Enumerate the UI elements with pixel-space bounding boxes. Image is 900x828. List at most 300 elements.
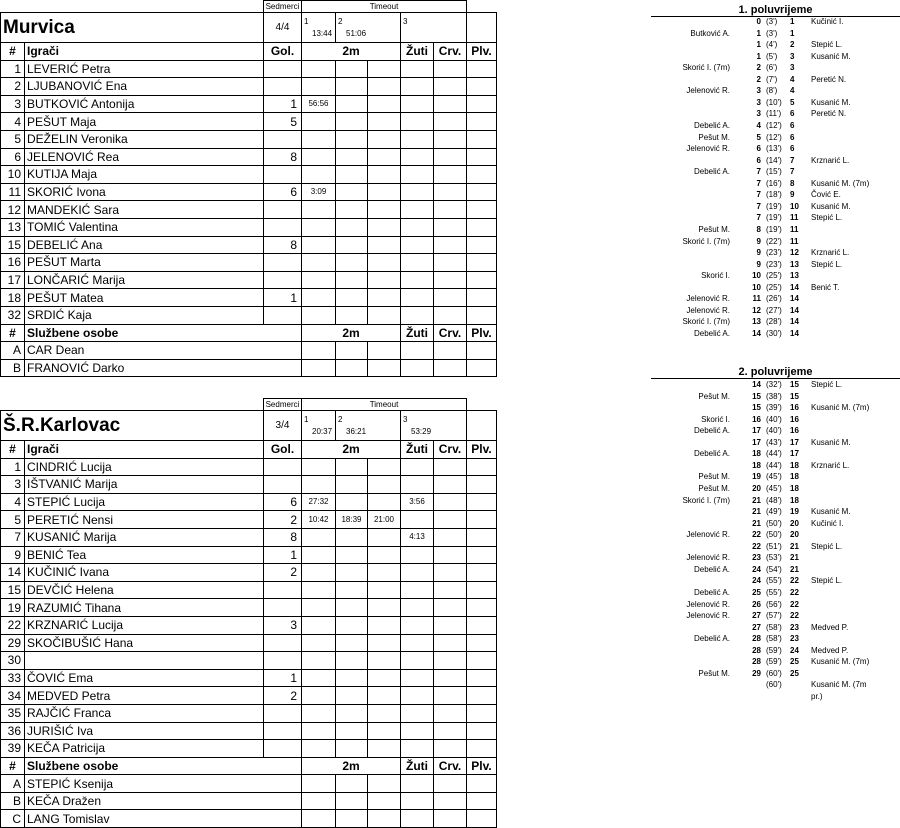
event-minute: (23') <box>766 259 782 269</box>
player-name: LONČARIĆ Marija <box>25 271 264 289</box>
suspension-2 <box>336 581 368 599</box>
away-score: 6 <box>790 144 795 154</box>
suspension-2 <box>336 113 368 131</box>
event-minute: (50') <box>766 518 782 528</box>
blue-card <box>467 704 497 722</box>
suspension-2 <box>336 740 368 758</box>
event-minute: (19') <box>766 201 782 211</box>
yellow-card <box>401 359 434 377</box>
suspension-2 <box>336 95 368 113</box>
timeout-index: 2 <box>338 17 343 26</box>
away-score: 2 <box>790 40 795 50</box>
player-number: 10 <box>1 166 25 184</box>
home-score: 5 <box>756 132 761 142</box>
red-card <box>434 306 467 324</box>
team-name: Murvica <box>1 13 264 43</box>
timeout-3 <box>401 411 467 441</box>
player-goals: 5 <box>264 113 302 131</box>
player-name: RAJČIĆ Franca <box>25 704 264 722</box>
away-scorer: Kučinić I. <box>811 518 844 528</box>
player-goals: 1 <box>264 95 302 113</box>
timeline-event <box>651 63 900 73</box>
home-scorer: Debelić A. <box>693 587 730 597</box>
player-number: 19 <box>1 599 25 617</box>
event-minute: (15') <box>766 167 782 177</box>
player-goals <box>264 78 302 96</box>
home-score: 27 <box>752 622 761 632</box>
suspension-2 <box>336 704 368 722</box>
suspension-1 <box>302 810 336 828</box>
col-red-header: Crv. <box>434 441 467 459</box>
yellow-card <box>401 669 434 687</box>
suspension-2 <box>336 183 368 201</box>
away-score: 14 <box>790 328 799 338</box>
suspension-1 <box>302 166 336 184</box>
blue-card <box>467 201 497 219</box>
away-score: 15 <box>790 391 799 401</box>
suspension-3 <box>368 810 401 828</box>
player-number: 15 <box>1 236 25 254</box>
suspension-2 <box>336 775 368 793</box>
home-score: 27 <box>752 611 761 620</box>
yellow-card <box>401 306 434 324</box>
player-name: JURIŠIĆ Iva <box>25 722 264 740</box>
suspension-1 <box>302 113 336 131</box>
player-number: 3 <box>1 95 25 113</box>
players-header-row <box>1 43 497 61</box>
event-minute: (60') <box>766 680 782 690</box>
yellow-card <box>401 687 434 705</box>
official-row <box>1 775 497 793</box>
player-row <box>1 306 497 324</box>
event-minute: (16') <box>766 178 782 188</box>
away-score: 6 <box>790 132 795 142</box>
home-score: 10 <box>752 271 761 281</box>
timeline-event <box>651 40 900 50</box>
yellow-card <box>401 148 434 166</box>
timeout-index: 1 <box>304 415 309 424</box>
home-score: 3 <box>756 109 761 119</box>
player-row <box>1 289 497 307</box>
home-scorer: Pešut M. <box>698 472 730 482</box>
official-row <box>1 810 497 828</box>
red-card <box>434 236 467 254</box>
event-minute: (57') <box>766 611 782 620</box>
away-score: 6 <box>790 109 795 119</box>
player-number: 3 <box>1 476 25 494</box>
timeout-2 <box>336 13 401 43</box>
official-name: STEPIĆ Ksenija <box>25 775 302 793</box>
home-score: 7 <box>756 213 761 223</box>
yellow-card <box>401 652 434 670</box>
player-number: 9 <box>1 546 25 564</box>
timeline-event <box>651 530 900 540</box>
player-name: LEVERIĆ Petra <box>25 60 264 78</box>
away-score: 16 <box>790 426 799 436</box>
away-score: 11 <box>790 224 799 234</box>
suspension-3 <box>368 166 401 184</box>
player-name: MEDVED Petra <box>25 687 264 705</box>
timeout-time: 53:29 <box>411 427 432 436</box>
officials-yellow-header: Žuti <box>401 324 434 342</box>
player-row <box>1 722 497 740</box>
player-goals: 1 <box>264 546 302 564</box>
player-goals: 2 <box>264 564 302 582</box>
event-minute: (26') <box>766 294 782 304</box>
sedmerci-label: Sedmerci <box>264 399 302 411</box>
suspension-3 <box>368 271 401 289</box>
player-row <box>1 201 497 219</box>
home-scorer: Pešut M. <box>698 483 730 493</box>
officials-blue-header: Plv. <box>467 757 497 775</box>
away-score: 17 <box>790 449 799 459</box>
home-scorer: Jelenović R. <box>686 553 730 563</box>
player-row <box>1 687 497 705</box>
home-score: 9 <box>756 259 761 269</box>
suspension-2 <box>336 289 368 307</box>
blue-card <box>467 306 497 324</box>
suspension-1 <box>302 130 336 148</box>
blue-card <box>467 634 497 652</box>
player-number: 16 <box>1 254 25 272</box>
home-score: 6 <box>756 144 761 154</box>
away-score: 10 <box>790 201 799 211</box>
home-scorer: Skorić I. <box>701 271 730 281</box>
suspension-1 <box>302 359 336 377</box>
red-card <box>434 528 467 546</box>
suspension-2 <box>336 616 368 634</box>
home-score: 17 <box>752 426 761 436</box>
home-score: 15 <box>752 391 761 401</box>
half-title: 1. poluvrijeme <box>651 4 900 17</box>
home-score: 24 <box>752 576 761 586</box>
blank-cell <box>467 13 497 43</box>
player-name: KRZNARIĆ Lucija <box>25 616 264 634</box>
red-card <box>434 476 467 494</box>
suspension-3 <box>368 130 401 148</box>
suspension-1 <box>302 546 336 564</box>
timeline-event <box>651 576 900 586</box>
away-score: 18 <box>790 472 799 482</box>
player-row <box>1 130 497 148</box>
yellow-card <box>401 476 434 494</box>
home-score: 29 <box>752 668 761 678</box>
yellow-card <box>401 564 434 582</box>
team-table <box>0 398 497 828</box>
player-number: 22 <box>1 616 25 634</box>
home-score: 10 <box>752 282 761 292</box>
home-score: 1 <box>756 40 761 50</box>
player-number: 35 <box>1 704 25 722</box>
away-score: 9 <box>790 190 795 200</box>
player-goals <box>264 306 302 324</box>
away-scorer: Stepić L. <box>811 40 843 50</box>
red-card <box>434 669 467 687</box>
away-scorer: pr.) <box>811 691 823 701</box>
player-goals <box>264 271 302 289</box>
col-players-header: Igrači <box>25 441 264 459</box>
yellow-card <box>401 740 434 758</box>
timeline-event <box>651 109 900 119</box>
home-score: 6 <box>756 155 761 165</box>
blue-card <box>467 652 497 670</box>
blue-card <box>467 166 497 184</box>
player-row <box>1 218 497 236</box>
player-goals <box>264 740 302 758</box>
player-goals: 6 <box>264 183 302 201</box>
suspension-1 <box>302 792 336 810</box>
yellow-card <box>401 581 434 599</box>
timeline-event <box>651 133 900 143</box>
yellow-card <box>401 201 434 219</box>
red-card <box>434 289 467 307</box>
event-minute: (44') <box>766 449 782 459</box>
timeout-2 <box>336 411 401 441</box>
event-minute: (14') <box>766 155 782 165</box>
player-number: 36 <box>1 722 25 740</box>
red-card <box>434 60 467 78</box>
player-goals <box>264 218 302 236</box>
suspension-1 <box>302 722 336 740</box>
officials-header-row <box>1 757 497 775</box>
suspension-1 <box>302 687 336 705</box>
home-score: 28 <box>752 657 761 667</box>
timeline-event <box>651 496 900 506</box>
home-scorer: Skorić I. (7m) <box>682 63 730 73</box>
suspension-2 <box>336 306 368 324</box>
suspension-3: 21:00 <box>368 511 401 529</box>
col-yellow-header: Žuti <box>401 441 434 459</box>
officials-header-row <box>1 324 497 342</box>
suspension-3 <box>368 60 401 78</box>
timeline-event <box>651 306 900 316</box>
event-minute: (27') <box>766 305 782 315</box>
away-score: 15 <box>790 380 799 389</box>
timeline-event <box>651 329 900 339</box>
blue-card <box>467 546 497 564</box>
home-score: 7 <box>756 190 761 200</box>
player-goals <box>264 254 302 272</box>
event-minute: (43') <box>766 437 782 447</box>
red-card <box>434 271 467 289</box>
blank-cell <box>467 411 497 441</box>
player-number: 30 <box>1 652 25 670</box>
event-minute: (56') <box>766 599 782 609</box>
away-scorer: Stepić L. <box>811 576 843 586</box>
timeline-event <box>651 542 900 552</box>
event-minute: (49') <box>766 507 782 517</box>
suspension-1 <box>302 616 336 634</box>
suspension-3 <box>368 634 401 652</box>
away-scorer: Kusanić M. (7m) <box>811 403 870 413</box>
suspension-1 <box>302 60 336 78</box>
blue-card <box>467 236 497 254</box>
suspension-1 <box>302 342 336 360</box>
event-minute: (23') <box>766 248 782 257</box>
suspension-3 <box>368 359 401 377</box>
player-goals <box>264 458 302 476</box>
suspension-3 <box>368 792 401 810</box>
home-scorer: Jelenović R. <box>686 530 730 540</box>
player-number: 1 <box>1 458 25 476</box>
label-row <box>1 399 497 411</box>
timeline-event <box>651 167 900 177</box>
player-goals <box>264 652 302 670</box>
officials-header: Službene osobe <box>25 324 302 342</box>
player-row <box>1 740 497 758</box>
suspension-3 <box>368 669 401 687</box>
timeline-event <box>651 380 900 390</box>
home-score: 18 <box>752 449 761 459</box>
away-score: 22 <box>790 576 799 586</box>
red-card <box>434 616 467 634</box>
timeline-event <box>651 600 900 610</box>
official-letter: C <box>1 810 25 828</box>
player-row <box>1 546 497 564</box>
timeline-event <box>651 98 900 108</box>
player-name: LJUBANOVIĆ Ena <box>25 78 264 96</box>
away-score: 8 <box>790 178 795 188</box>
home-score: 11 <box>752 294 761 304</box>
event-minute: (53') <box>766 553 782 563</box>
timeline-event <box>651 403 900 413</box>
away-score: 11 <box>790 236 799 246</box>
home-score: 22 <box>752 541 761 551</box>
suspension-3 <box>368 148 401 166</box>
player-goals <box>264 599 302 617</box>
home-scorer: Skorić I. (7m) <box>682 495 730 505</box>
away-score: 25 <box>790 668 799 678</box>
timeline-event <box>651 75 900 85</box>
col-num-header: # <box>1 43 25 61</box>
officials-2min-header: 2m <box>302 324 401 342</box>
blue-card <box>467 60 497 78</box>
blue-card <box>467 564 497 582</box>
timeline-event <box>651 692 900 702</box>
event-minute: (3') <box>766 17 778 26</box>
suspension-1 <box>302 236 336 254</box>
player-number: 12 <box>1 201 25 219</box>
away-score: 24 <box>790 645 799 655</box>
red-card <box>434 218 467 236</box>
blue-card <box>467 792 497 810</box>
home-score: 25 <box>752 587 761 597</box>
yellow-card <box>401 634 434 652</box>
suspension-2 <box>336 458 368 476</box>
suspension-2 <box>336 130 368 148</box>
away-scorer: Peretić N. <box>811 74 847 84</box>
suspension-2 <box>336 201 368 219</box>
event-minute: (30') <box>766 328 782 338</box>
away-scorer: Stepić L. <box>811 213 843 223</box>
home-score: 28 <box>752 645 761 655</box>
player-row <box>1 581 497 599</box>
official-letter: A <box>1 775 25 793</box>
red-card <box>434 599 467 617</box>
yellow-card <box>401 236 434 254</box>
suspension-1 <box>302 775 336 793</box>
timeline-event <box>651 29 900 39</box>
timeline-event <box>651 461 900 471</box>
player-goals <box>264 476 302 494</box>
yellow-card: 4:13 <box>401 528 434 546</box>
suspension-3 <box>368 493 401 511</box>
event-minute: (48') <box>766 495 782 505</box>
home-score: 2 <box>756 74 761 84</box>
away-score: 20 <box>790 518 799 528</box>
player-name: SKOČIBUŠIĆ Hana <box>25 634 264 652</box>
event-minute: (45') <box>766 472 782 482</box>
event-minute: (59') <box>766 645 782 655</box>
event-minute: (18') <box>766 190 782 200</box>
away-score: 1 <box>790 17 795 26</box>
away-score: 3 <box>790 51 795 61</box>
away-score: 14 <box>790 282 799 292</box>
col-num-header: # <box>1 441 25 459</box>
timeline-event <box>651 213 900 223</box>
timeline-event <box>651 634 900 644</box>
red-card <box>434 581 467 599</box>
suspension-2 <box>336 810 368 828</box>
red-card <box>434 458 467 476</box>
home-score: 9 <box>756 248 761 257</box>
blue-card <box>467 78 497 96</box>
yellow-card <box>401 546 434 564</box>
player-number: 32 <box>1 306 25 324</box>
red-card <box>434 722 467 740</box>
yellow-card <box>401 130 434 148</box>
away-scorer: Medved P. <box>811 622 849 632</box>
player-goals <box>264 60 302 78</box>
suspension-3 <box>368 722 401 740</box>
event-minute: (28') <box>766 317 782 327</box>
suspension-3 <box>368 652 401 670</box>
timeline-event <box>651 680 900 690</box>
home-scorer: Debelić A. <box>693 426 730 436</box>
official-name: FRANOVIĆ Darko <box>25 359 302 377</box>
event-minute: (6') <box>766 63 778 73</box>
blue-card <box>467 254 497 272</box>
suspension-2 <box>336 254 368 272</box>
blue-card <box>467 476 497 494</box>
title-row <box>1 411 497 441</box>
player-goals: 2 <box>264 511 302 529</box>
away-score: 14 <box>790 305 799 315</box>
away-score: 13 <box>790 271 799 281</box>
blue-card <box>467 271 497 289</box>
player-number: 5 <box>1 130 25 148</box>
away-scorer: Krznarić L. <box>811 155 850 165</box>
suspension-1 <box>302 669 336 687</box>
yellow-card <box>401 218 434 236</box>
official-name: CAR Dean <box>25 342 302 360</box>
player-goals: 1 <box>264 289 302 307</box>
away-score: 23 <box>790 634 799 644</box>
timeline-event <box>651 294 900 304</box>
home-scorer: Jelenović R. <box>686 86 730 96</box>
timeline-event <box>651 237 900 247</box>
officials-red-header: Crv. <box>434 324 467 342</box>
player-row <box>1 599 497 617</box>
event-minute: (7') <box>766 74 778 84</box>
event-minute: (40') <box>766 426 782 436</box>
team-sheet-home <box>0 0 496 377</box>
suspension-2 <box>336 359 368 377</box>
timeline-event <box>651 156 900 166</box>
timeline-event <box>651 611 900 621</box>
red-card <box>434 564 467 582</box>
blue-card <box>467 722 497 740</box>
